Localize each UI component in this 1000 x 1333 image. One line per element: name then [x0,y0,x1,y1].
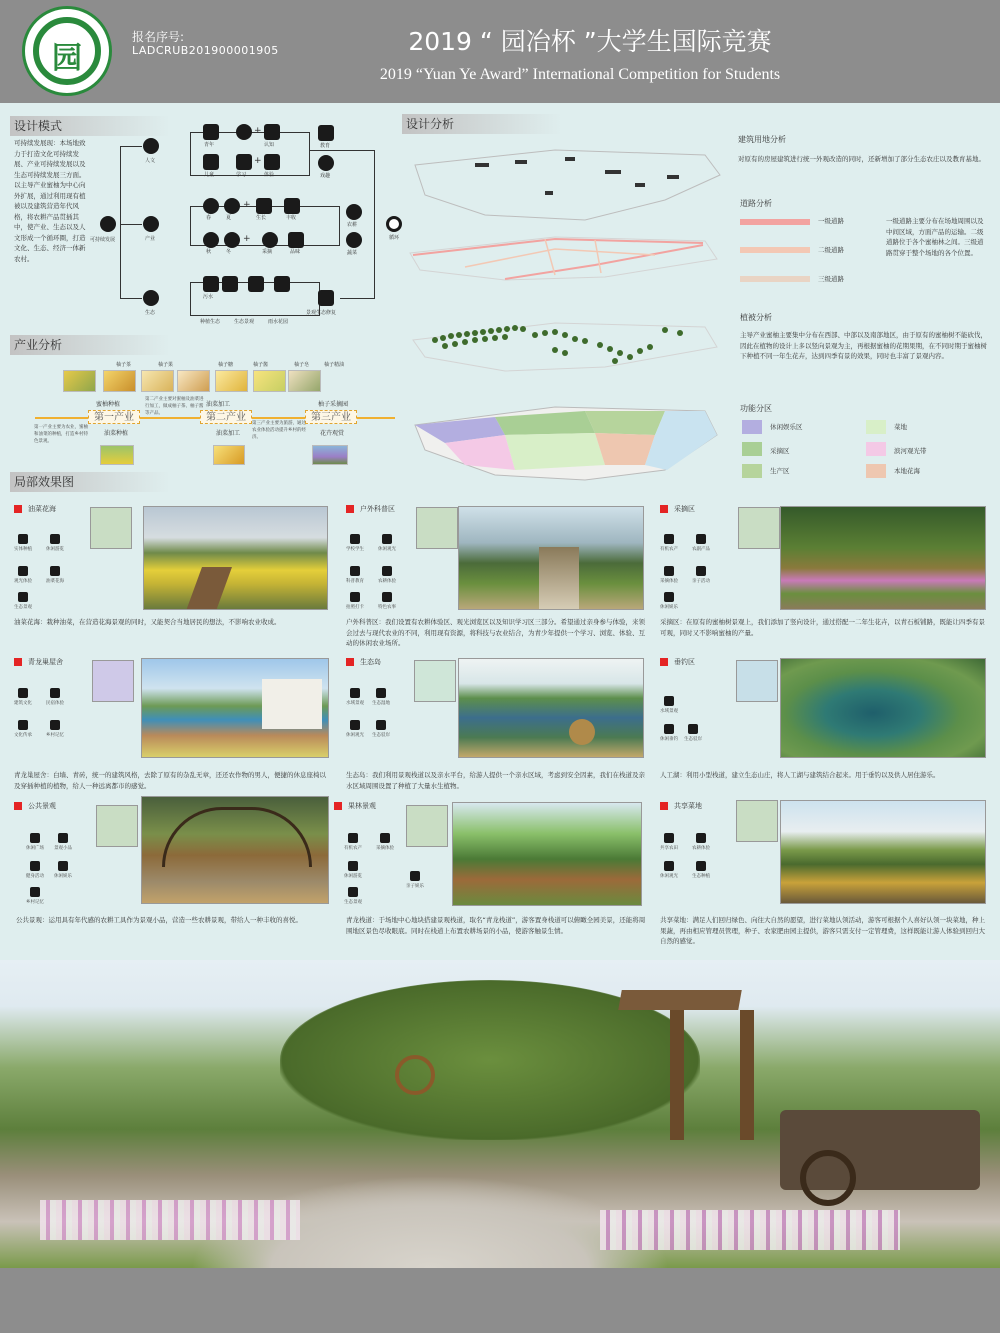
plant-analysis-title: 植被分析 [740,313,772,322]
panel-caption: 公共景观：运用具有年代感的农耕工具作为景观小品，营造一些农耕景观，带给人一种丰收的喜悦。 [16,916,302,924]
memory-icon [30,887,40,897]
icon-label: 乡村记忆 [26,900,44,905]
play-label: 戏趣 [320,173,331,179]
icon-label: 休闲游览 [46,547,64,552]
study-label: 学习 [236,172,247,178]
book-icon [350,566,360,576]
shared-plot-render [780,800,986,904]
registration-number: LADCRUB201900001905 [132,44,279,57]
orchard-landscape-render [452,802,642,906]
fruit-icon [262,232,278,248]
eco-label-4: 雨水花园 [268,319,289,325]
panel-caption: 青龙栈道：于场地中心地块搭建景观栈道，取名“青龙栈道”，游客置身栈道可以俯瞰全园美景，还能将周围地区景色尽收眼底。同时在栈道上布置农耕场景的小品，使游客触景生情。 [346,916,646,935]
icon-label: 实体种植 [14,547,32,552]
icon-label: 生态种植 [692,874,710,879]
zone-label: 菜地 [894,423,907,431]
industry-label: 产业 [145,236,156,242]
tool-icon [382,566,392,576]
fishing-icon [664,724,674,734]
farm-icon [18,534,28,544]
picking-area-render [780,506,986,610]
people-icon [30,833,40,843]
bulb-icon [264,124,280,140]
youth-icon [203,124,219,140]
road-level2-swatch [740,247,810,253]
hand-icon [664,566,674,576]
icon-label: 生态驳岸 [684,737,702,742]
icon-label: 休闲游览 [344,874,362,879]
bottom-band [0,1268,1000,1333]
bench-icon [350,720,360,730]
flower-icon [50,566,60,576]
zone-label: 采摘区 [770,447,790,455]
book-icon [236,154,252,170]
panel-minimap [416,507,458,549]
lake-icon [664,696,674,706]
road-level2-label: 二级道路 [818,246,844,254]
road-level3-label: 三级道路 [818,275,844,283]
sprout-icon [224,198,240,214]
icon-label: 水域景观 [346,701,364,706]
leaf-icon [348,887,358,897]
farm-label: 农耕 [347,222,358,228]
panel-title: 油菜花海 [28,505,56,513]
icon-label: 农耕体验 [692,846,710,851]
product-tag: 柚子茶 [116,362,132,368]
enjoy-label: 品味 [290,249,301,255]
icon-label: 科普教育 [346,579,364,584]
product-tag: 柚子精油 [324,362,345,368]
stage-primary: 第一产业 [88,410,140,424]
vegetable-label: 蔬菜 [347,250,358,256]
header-banner [0,0,1000,103]
product-tag: 柚子皂 [294,362,310,368]
building-analysis-title: 建筑用地分析 [738,135,786,144]
panel-minimap [736,660,778,702]
hero-landscape-render [0,960,1000,1268]
pick-label: 采摘 [262,249,273,255]
icon-label: 观光体验 [14,579,32,584]
home-icon [50,688,60,698]
panel-minimap [90,507,132,549]
icon-label: 民宿体验 [46,701,64,706]
winter-label: 冬 [226,249,232,255]
icon-label: 学校学生 [346,547,364,552]
water-icon [203,276,219,292]
leaf-icon [18,592,28,602]
panel-minimap [738,507,780,549]
experience-label: 体验 [264,172,275,178]
person-icon [410,871,420,881]
sub-rape-processing: 油菜加工 [216,430,241,437]
building-icon [350,534,360,544]
panel-caption: 油菜花海：栽种油菜，在营造花海景观的同时，又能契合当地居民的想法，不影响农业收成。 [14,618,281,626]
design-analysis-title: 设计分析 [402,114,562,134]
icon-label: 建筑文化 [14,701,32,706]
people-icon [143,138,159,154]
sub-pomelo-planting: 蜜柚种植 [96,401,121,408]
walk-icon [664,861,674,871]
product-tag: 柚子糖 [218,362,234,368]
sub-rape-planting: 油菜种植 [104,430,129,437]
panel-caption: 共享菜地：满足人们回归绿色、向往大自然的愿望，进行菜地认领活动，游客可根据个人喜好认领一块菜地，种上果蔬，再由相应管理员管理，种子、农家肥由园主提供，游客只需支付一定管理费，这样既能让游人体验到回归大自然的感觉。 [660,916,985,945]
memory-icon [50,720,60,730]
yuanye-seal-icon: 园 [22,6,112,96]
stage-secondary: 第二产业 [200,410,252,424]
icon-label: 生态驳岸 [372,733,390,738]
sculpture-icon [58,833,68,843]
pomelo-photo [63,370,96,392]
smile-icon [318,155,334,171]
icon-label: 亲子娱乐 [406,884,424,889]
outdoor-science-render [458,506,644,610]
road-level3-swatch [740,276,810,282]
panel-title: 果林景观 [348,802,376,810]
head-icon [236,124,252,140]
zone-label: 休闲娱乐区 [770,423,803,431]
icon-label: 文化传承 [14,733,32,738]
sprout-icon [696,861,706,871]
building-analysis-text: 对原有的房屋建筑进行统一外观改造的同时，还新增加了部分生态农庄以及教育基地。 [738,155,985,163]
site-analysis-layers [405,135,725,485]
zone-swatch [866,420,886,434]
industry-title: 产业分析 [10,335,170,355]
icon-label: 休闲观光 [346,733,364,738]
flower-icon [274,276,290,292]
icon-label: 采摘体验 [376,846,394,851]
note-primary: 第一产业主要为农业，蜜柚和油菜的种植，打造乡村特色景观。 [34,425,88,444]
sustainable-label: 可持续发展 [90,237,116,243]
panel-caption: 生态岛：我们利用景观栈道以及亲水平台，给游人提供一个亲水区域，考虑到安全因素，我们在栈道及亲水区域周围设置了种植了大量水生植物。 [346,771,645,790]
children-label: 儿童 [204,172,215,178]
icon-label: 休闲观光 [378,547,396,552]
cognition-label: 认知 [264,142,275,148]
harvest-label: 丰收 [286,215,297,221]
note-tertiary: 第三产业主要为旅游，通过农业体验活动提升乡村的经济。 [252,421,306,440]
culture-label: 人文 [145,158,156,164]
eco-label-5: 景观生态修复 [306,310,337,316]
design-mode-title: 设计模式 [10,116,170,136]
panel-caption: 户外科普区：我们设置有农耕体验区、观光浏览区以及知识学习区三部分。希望通过亲身参与体验，来领会过去与现代农业的不同，利用现有资源，将科技与农业结合，为青少年提供一个学习、浏览、体验、互动的休闲农业场所。 [346,618,645,647]
sub-picking-garden: 柚子采摘园 [318,401,349,408]
road-analysis-text: 一级道路主要分布在场地周围以及中间区域，方面产品的运输。二级道路位于各个蜜柚林之间。三级道路贯穿于整个场地的各个位置。 [886,217,984,257]
tree-icon [348,833,358,843]
panel-minimap [96,805,138,847]
music-icon [58,861,68,871]
coin-icon [50,534,60,544]
sub-processing-top: 油菜加工 [206,401,231,408]
road-level1-label: 一级道路 [818,217,844,225]
icon-label: 农耕体验 [378,579,396,584]
seed-icon [143,216,159,232]
youth-label: 青年 [204,142,215,148]
leaf-icon [143,290,159,306]
people-icon [382,534,392,544]
heritage-icon [18,720,28,730]
panel-minimap [736,800,778,842]
icon-label: 生态景观 [344,900,362,905]
ecology-label: 生态 [145,310,156,316]
design-mode-text: 可持续发展现：本场地致力于打造文化可持续发展、产业可持续发展以及生态可持续发展三方面。以主导产业蜜柚为中心向外扩展，通过利用现有植被以及建筑营造年代风格，将农耕产品贯插其中，使产业、生态以及人文形成一个循环圈，打造文化、生态、经济一体新农村。 [14,139,86,263]
walk-icon [348,861,358,871]
restore-icon [318,290,334,306]
panel-title: 垂钓区 [674,658,695,666]
cycle-icon [386,216,402,232]
tractor-icon [346,204,362,220]
rape-field-photo [100,445,134,465]
public-landscape-render [141,796,329,904]
hand-icon [380,833,390,843]
icon-label: 休闲垂钓 [660,737,678,742]
icon-label: 休闲娱乐 [54,874,72,879]
icon-label: 有机农产 [660,547,678,552]
people-icon [664,833,674,843]
icon-label: 生态景观 [14,605,32,610]
panel-minimap [92,660,134,702]
panel-caption: 人工湖：利用小型栈道，建立生态山庄，将人工湖与建筑结合起来。用于垂钓以及供人居住游乐。 [660,771,940,779]
vegetable-icon [346,232,362,248]
boat-icon [350,688,360,698]
spring-label: 春 [206,215,212,221]
sub-flower-viewing: 花卉观赏 [320,430,345,437]
watering-icon [696,833,706,843]
panel-title: 青龙巢屋舍 [28,658,63,666]
icon-label: 乡村记忆 [46,733,64,738]
panel-minimap [406,805,448,847]
camera-icon [18,566,28,576]
icon-label: 有机农产 [344,846,362,851]
grass-icon [248,276,264,292]
zone-label: 生产区 [770,467,790,475]
graduation-icon [318,125,334,141]
zone-swatch [742,442,762,456]
panel-title: 采摘区 [674,505,695,513]
pomelo-candy-photo [177,370,210,392]
icon-label: 共享农田 [660,846,678,851]
flower-field-photo [312,445,348,465]
panel-minimap [414,660,456,702]
autumn-label: 秋 [206,249,212,255]
icon-label: 景观小品 [54,846,72,851]
tree-icon [664,534,674,544]
fish-icon [688,724,698,734]
registration-label: 报名序号: [132,30,185,44]
title-chinese: 2019 “ 园冶杯 ”大学生国际竞赛 [408,27,772,56]
wave-icon [376,688,386,698]
icon-label: 水域景观 [660,709,678,714]
icon-label: 亲子活动 [692,579,710,584]
eco-label-1: 污水 [203,294,214,300]
function-zone-title: 功能分区 [740,404,772,413]
basket-icon [284,198,300,214]
icon-label: 生态湿地 [372,701,390,706]
icon-label: 拍照打卡 [346,605,364,610]
smile-icon [664,592,674,602]
icon-label: 休闲娱乐 [660,605,678,610]
rape-oil-photo [213,445,245,465]
snowflake-icon [224,232,240,248]
zone-swatch [866,464,886,478]
hands-icon [100,216,116,232]
product-tag: 柚子果 [158,362,174,368]
exercise-icon [30,861,40,871]
panel-title: 共享菜地 [674,802,702,810]
icon-label: 休闲广场 [26,846,44,851]
zone-label: 本地花海 [894,467,920,475]
panel-title: 户外科普区 [360,505,395,513]
zone-swatch [866,442,886,456]
eco-island-render [458,658,644,758]
product-tag: 柚子酱 [253,362,269,368]
pomelo-tea-photo [103,370,136,392]
rape-field-render [143,506,328,610]
eco-label-2: 种植生态 [200,319,221,325]
local-effects-title: 局部效果图 [10,472,170,492]
hand-leaf-icon [203,232,219,248]
panel-caption: 采摘区：在原有的蜜柚树景观上，我们添加了竖向设计，通过搭配一二年生花卉，以青石板铺路，既能让四季有景可观，同时又不影响蜜柚的产量。 [660,618,985,637]
icon-label: 休闲观光 [660,874,678,879]
shore-icon [376,720,386,730]
summer-label: 夏 [226,215,232,221]
cup-icon [288,232,304,248]
cycle-label: 循环 [389,235,400,241]
camera-icon [350,592,360,602]
child-icon [203,154,219,170]
coin-icon [696,534,706,544]
icon-label: 特色农事 [378,605,396,610]
pomelo-soap-photo [253,370,286,392]
grow-label: 生长 [256,215,267,221]
family-icon [696,566,706,576]
note-secondary: 第二产业主要对蜜柚及油菜进行加工，做成柚子茶、柚子酱等产品。 [145,397,204,416]
icon-label: 健身活动 [26,874,44,879]
title-english: 2019 “Yuan Ye Award” International Competition for Students [379,66,781,83]
sun-icon [203,198,219,214]
icon-label: 农副产品 [692,547,710,552]
pomelo-oil-photo [288,370,321,392]
pomelo-jam-photo [215,370,248,392]
zone-label: 滨河观光带 [894,447,927,455]
qinglong-house-render [141,658,329,758]
farm-icon [382,592,392,602]
road-level1-swatch [740,219,810,225]
stage-tertiary: 第三产业 [305,410,357,424]
icon-label: 采摘体验 [660,579,678,584]
panel-title: 公共景观 [28,802,56,810]
road-analysis-title: 道路分析 [740,199,772,208]
plant-analysis-text: 主导产业蜜柚主要集中分布在西部、中部以及南部地区，由于原有的蜜柚树不能砍伐，因此在植物的设计上多以竖向景观为主，再根据蜜柚的花期果期，在不同时期于蜜柚树下种植不同一年生花卉，达到四季有景的效果，同时也丰富了景观内容。 [740,331,987,360]
tool-icon [264,154,280,170]
zone-swatch [742,420,762,434]
plant-icon [256,198,272,214]
house-icon [18,688,28,698]
panel-title: 生态岛 [360,658,381,666]
panel-caption: 青龙巢屋舍：白墙、青砖，统一的建筑风格，去除了原有的杂乱无章，还还农作物的男人，便捷的休息座椅以及穿插种植的植物，给人一种远离都市的感觉。 [14,771,326,790]
fishing-area-render [780,658,986,758]
pomelo-fruit-photo [141,370,174,392]
icon-label: 油菜花海 [46,579,64,584]
eco-label-3: 生态景观 [234,319,255,325]
tree-icon [222,276,238,292]
zone-swatch [742,464,762,478]
education-label: 教育 [320,143,331,149]
